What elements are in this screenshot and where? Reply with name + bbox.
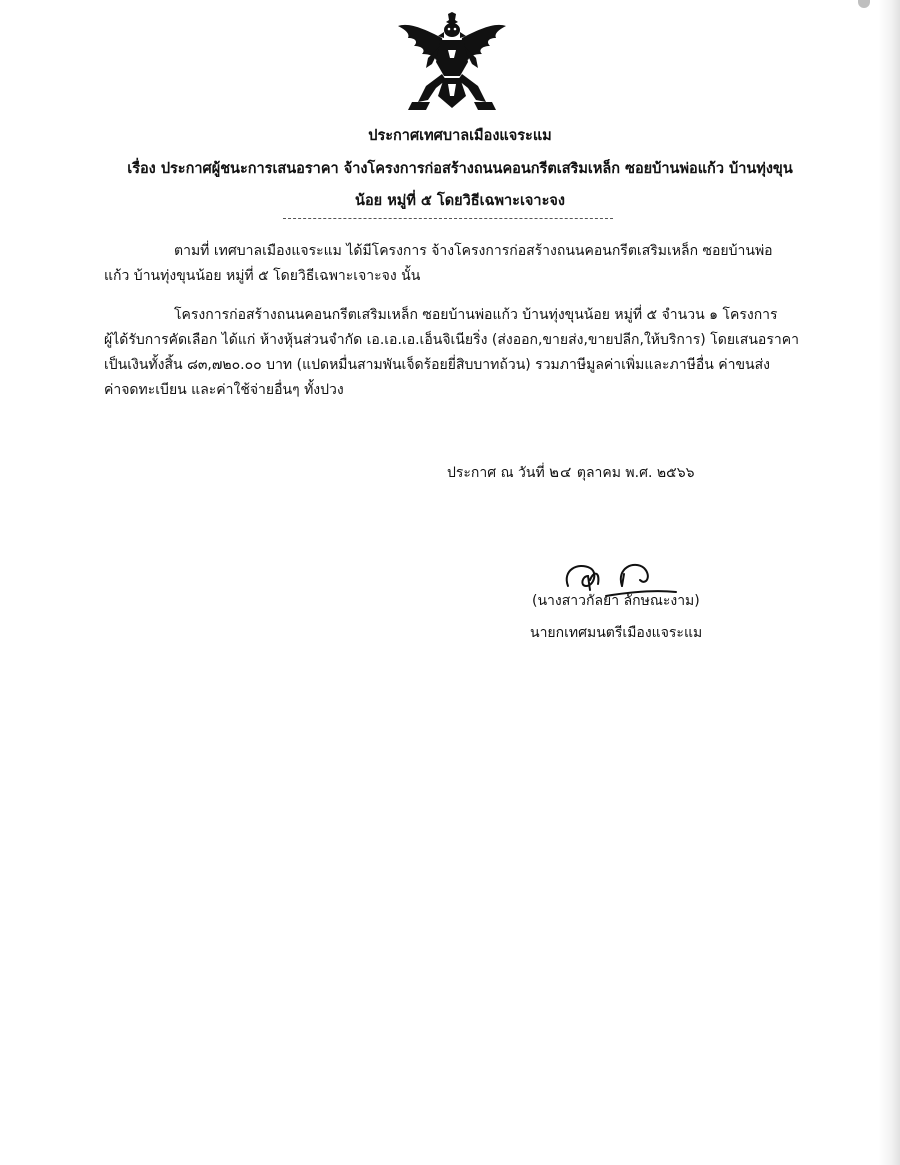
date-month-year: ตุลาคม พ.ศ. ๒๕๖๖ bbox=[576, 465, 695, 481]
scan-punch-mark bbox=[858, 0, 870, 8]
paragraph-project-intro bbox=[104, 239, 794, 289]
paragraph-2-line-1: โครงการก่อสร้างถนนคอนกรีตเสริมเหล็ก ซอยบ้านพ่อแก้ว บ้านทุ่งขุนน้อย หมู่ที่ ๕ จำนวน ๑ โครงการ bbox=[174, 307, 778, 323]
paragraph-2-line-4: ค่าจดทะเบียน และค่าใช้จ่ายอื่นๆ ทั้งปวง bbox=[104, 382, 344, 398]
scan-edge-shadow bbox=[878, 0, 900, 1165]
paragraph-1-line-1: ตามที่ เทศบาลเมืองแจระแม ได้มีโครงการ จ้างโครงการก่อสร้างถนนคอนกรีตเสริมเหล็ก ซอยบ้านพ่อ bbox=[174, 243, 773, 259]
subject-line-1: เรื่อง ประกาศผู้ชนะการเสนอราคา จ้างโครงการก่อสร้างถนนคอนกรีตเสริมเหล็ก ซอยบ้านพ่อแก้ว บ้านทุ่งขุน bbox=[127, 161, 793, 177]
paragraph-2-line-2: ผู้ได้รับการคัดเลือก ได้แก่ ห้างหุ้นส่วนจำกัด เอ.เอ.เอ.เอ็นจิเนียริ่ง (ส่งออก,ขายส่ง,ขายปลีก,ให้บริการ) โดยเสนอราคา bbox=[104, 332, 799, 348]
paragraph-2-line-3: เป็นเงินทั้งสิ้น ๘๓,๗๒๐.๐๐ บาท (แปดหมื่นสามพันเจ็ดร้อยยี่สิบบาทถ้วน) รวมภาษีมูลค่าเพิ่มและภาษีอื่น ค่าขนส่ง bbox=[104, 357, 770, 373]
date-prefix: ประกาศ ณ วันที่ bbox=[447, 465, 545, 481]
paragraph-1-line-2: แก้ว บ้านทุ่งขุนน้อย หมู่ที่ ๕ โดยวิธีเฉพาะเจาะจง นั้น bbox=[104, 268, 421, 284]
paragraph-winner-details bbox=[104, 303, 799, 403]
announcement-date bbox=[447, 460, 695, 484]
signatory-position: นายกเทศมนตรีเมืองแจระแม bbox=[530, 625, 703, 641]
subject-line-2: น้อย หมู่ที่ ๕ โดยวิธีเฉพาะเจาะจง bbox=[355, 193, 565, 209]
garuda-emblem-icon bbox=[396, 12, 508, 112]
agency-title: ประกาศเทศบาลเมืองแจระแม bbox=[368, 128, 552, 144]
signatory-name: (นางสาวกัลยา ลักษณะงาม) bbox=[532, 593, 700, 609]
header-divider bbox=[283, 218, 613, 219]
date-day-handwritten: ๒๔ bbox=[549, 463, 573, 481]
